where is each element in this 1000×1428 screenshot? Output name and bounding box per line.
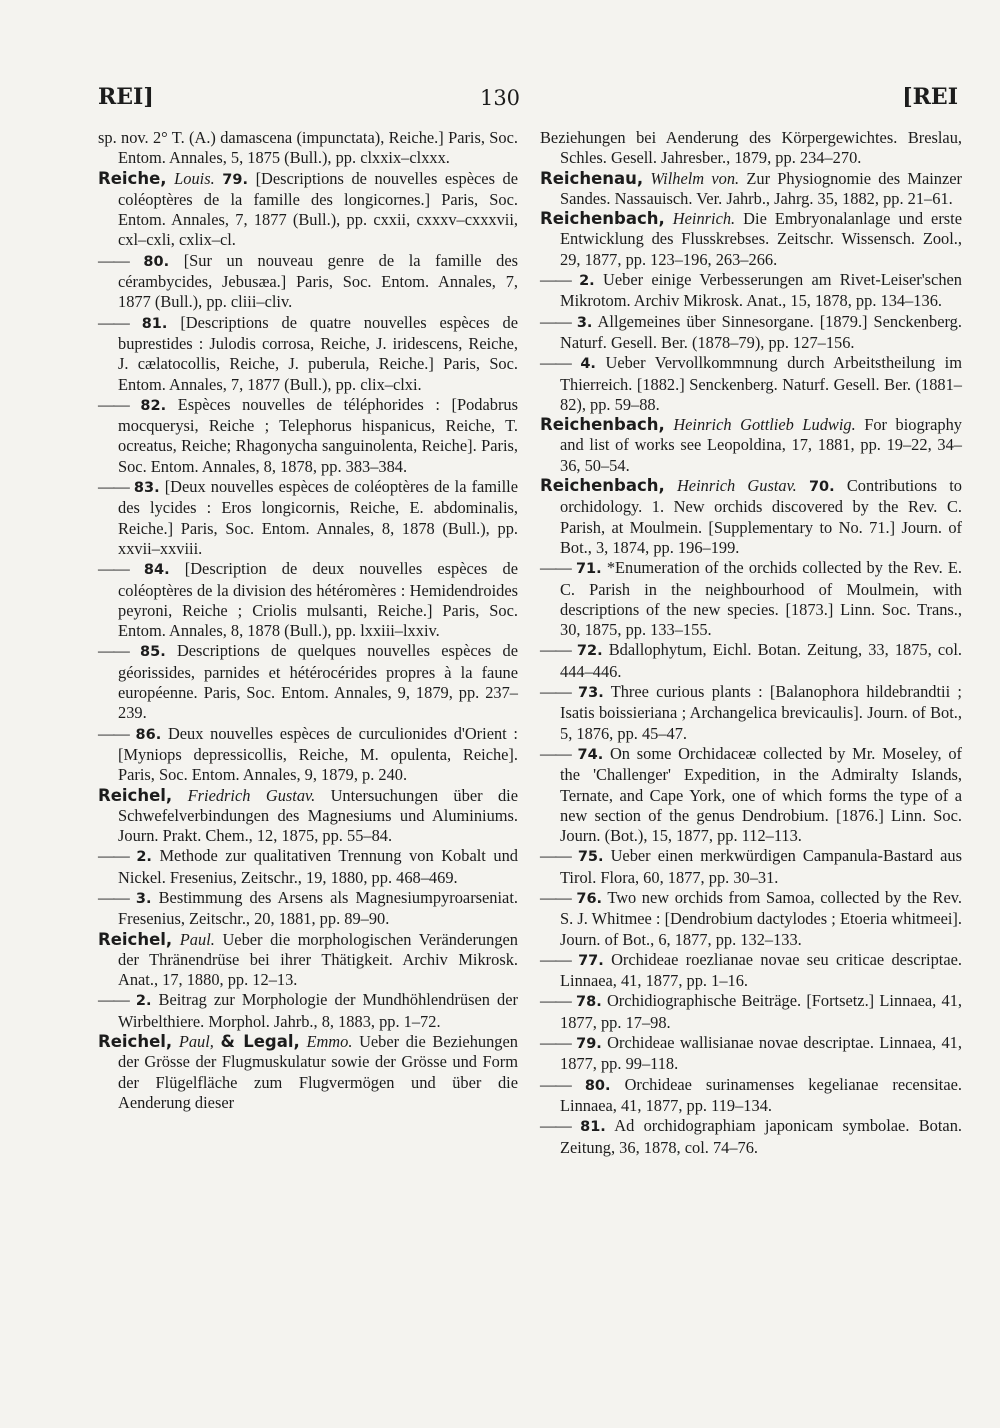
entry-text: Beitrag zur Morphologie der Mundhöhlendrüsen der Wirbelthiere. Morphol. Jahrb., 8, 1883, pp. 1–72. (118, 990, 518, 1031)
bibliography-entry (540, 640, 962, 682)
entry-text: Orchideae roezlianae novae seu criticae descriptae. Linnaea, 41, 1877, pp. 1–16. (560, 949, 962, 991)
ditto-dash: —— (98, 846, 129, 866)
entry-text: *Enumeration of the orchids collected by the Rev. E. C. Parish in the neighbourhood of Moulmein, with descriptions of the new species. [1873.] Linn. Soc. Trans., 30, 1875, pp. 133–155. (560, 558, 962, 640)
entry-text: [Sur un nouveau genre de la famille des cérambycides, Jebusæa.] Paris, Soc. Entom. Annales, 7, 1877 (Bull.), pp. cliii–cliv. (118, 250, 518, 312)
entry-text: Descriptions de quelques nouvelles espèces de géorissides, parnides et hétérocérides propres à la faune européenne. Paris, Soc. Entom. Annales, 9, 1879, pp. 237–239. (118, 641, 518, 723)
entry-number: 4. (580, 356, 596, 373)
author-surname: Reichenbach, (540, 415, 665, 435)
bibliography-entry (98, 888, 518, 930)
bibliography-entry (540, 1075, 962, 1117)
ditto-dash: —— (540, 743, 571, 763)
bibliography-entry (98, 251, 518, 313)
entry-text: Untersuchungen über die Schwefelverbindungen des Magnesiums und Aluminiums. Journ. Prakt. Chem., 12, 1875, pp. 55–84. (118, 785, 518, 846)
entry-number: 78. (576, 994, 602, 1011)
bibliography-entry (540, 476, 962, 558)
entry-text: Ueber einen merkwürdigen Campanula-Bastard aus Tirol. Flora, 60, 1877, pp. 30–31. (560, 846, 962, 887)
running-head-left: REI] (98, 84, 154, 110)
bibliography-entry (98, 313, 518, 395)
ditto-dash: —— (540, 1074, 571, 1094)
entry-number: 77. (578, 952, 604, 969)
entry-text: Deux nouvelles espèces de curculionides d'Orient : [Myniops depressicollis, Reiche, M. opulenta, Reiche]. Paris, Soc. Entom. Annales, 9, 1879, p. 240. (118, 723, 518, 785)
bibliography-entry (98, 990, 518, 1032)
bibliography-entry (98, 846, 518, 888)
entry-text: [Deux nouvelles espèces de coléoptères de la famille des lycides : Eros longicornis, Reiche, E. abdominalis, Reiche.] Paris, Soc. Entom. Annales, 8, 1878 (Bull.), pp. xxvii–xxviii. (118, 477, 518, 558)
bibliography-entry (540, 888, 962, 950)
author-surname: Reichenbach, (540, 476, 665, 496)
ditto-dash: —— (540, 640, 571, 660)
bibliography-entry (540, 353, 962, 415)
entry-text: Die Embryonalanlage und erste Entwicklung des Flusskrebses. Zeitschr. Wissensch. Zool., 29, 1877, pp. 123–196, 263–266. (560, 209, 962, 269)
author-surname: Reichel, (98, 1032, 173, 1052)
author-forename: Heinrich Gottlieb Ludwig. (673, 415, 856, 435)
entry-text: Methode zur qualitativen Trennung von Kobalt und Nickel. Fresenius, Zeitschr., 19, 1880, pp. 468–469. (118, 846, 518, 887)
author-forename: Heinrich. (672, 209, 736, 229)
bibliography-entry (98, 169, 518, 251)
bibliography-entry (98, 930, 518, 991)
entry-text: On some Orchidaceæ collected by Mr. Moseley, of the 'Challenger' Expedition, in the Admiralty Islands, Ternate, and Cape York, one of which forms the type of a new section of the genus Dendrobium. [1876.] Linn. Soc. Journ. (Bot.), 15, 1877, pp. 112–113. (560, 743, 962, 846)
author-forename: Emmo. (306, 1032, 353, 1052)
entry-text: Bestimmung des Arsens als Magnesiumpyroarseniat. Fresenius, Zeitschr., 20, 1881, pp. 89–90. (118, 887, 518, 929)
entry-number: 82. (140, 397, 167, 414)
entry-text: Orchidiographische Beiträge. [Fortsetz.] Linnaea, 41, 1877, pp. 17–98. (560, 991, 962, 1032)
bibliography-entry (540, 558, 962, 640)
entry-number: 76. (576, 890, 603, 907)
ditto-dash: —— (98, 312, 129, 332)
entry-text: Ueber Vervollkommnung durch Arbeitstheilung im Thierreich. [1882.] Senckenberg. Naturf. Gesell. Ber. (1881–82), pp. 59–88. (560, 353, 962, 414)
entry-number: 79. (222, 171, 248, 188)
entry-number: 72. (576, 643, 603, 660)
entry-number: 2. (579, 273, 595, 290)
bibliography-entry (540, 312, 962, 354)
entry-number: 81. (580, 1119, 606, 1136)
entry-text: Beziehungen bei Aenderung des Körpergewichtes. Breslau, Schles. Gesell. Jahresber., 1879, pp. 234–270. (540, 128, 962, 168)
ditto-dash: —— (98, 887, 129, 907)
running-head-right: [REI (902, 84, 958, 110)
ditto-dash: —— (540, 887, 571, 907)
bibliography-entry (98, 128, 518, 169)
bibliography-entry (98, 1032, 518, 1113)
entry-number: 81. (141, 315, 168, 332)
entry-text: Allgemeines über Sinnesorgane. [1879.] Senckenberg. Naturf. Gesell. Ber. (1878–79), pp. 127–156. (560, 311, 962, 352)
entry-text: Bdallophytum, Eichl. Botan. Zeitung, 33, 1875, col. 444–446. (560, 640, 962, 681)
bibliography-entry (540, 950, 962, 992)
entry-text: Ueber die Beziehungen der Grösse der Flugmuskulatur sowie der Grösse und Form der Flügelfläche zum Flugvermögen und über die Aenderung dieser (118, 1032, 518, 1112)
ditto-dash: —— (540, 353, 571, 373)
entry-text: Orchideae wallisianae novae descriptae. Linnaea, 41, 1877, pp. 99–118. (560, 1033, 962, 1074)
entry-number: 85. (140, 644, 166, 661)
entry-number: 3. (135, 890, 152, 907)
bibliography-entry (540, 128, 962, 169)
entry-text: Contributions to orchidology. 1. New orchids discovered by the Rev. C. Parish, at Moulmein. [Supplementary to No. 71.] Journ. of Bot., 3, 1874, pp. 196–199. (560, 476, 962, 557)
ditto-dash: —— (540, 311, 571, 331)
bibliography-entry (98, 395, 518, 477)
bibliography-entry (98, 641, 518, 723)
page-number: 130 (479, 86, 521, 110)
ditto-dash: —— (98, 990, 129, 1010)
bibliography-entry (540, 415, 962, 476)
ditto-dash: —— (98, 394, 129, 414)
entry-number: 79. (576, 1036, 602, 1053)
entry-number: 2. (135, 993, 152, 1010)
ditto-dash: —— (98, 723, 129, 743)
entry-text: [Descriptions de quatre nouvelles espèces de buprestides : Julodis corrosa, Reiche, J. iridescens, Reiche, J. cælatocollis, Reiche, J. puberula, Reiche.] Paris, Soc. Entom. Annales, 7, 1877 (Bull.), pp. clix–clxi. (118, 312, 518, 394)
bibliography-entry (540, 209, 962, 270)
entry-number: 83. (133, 480, 160, 497)
entry-number: 73. (578, 685, 604, 702)
entry-number: 84. (143, 562, 170, 579)
left-column (98, 128, 518, 1113)
entry-number: 80. (584, 1077, 611, 1094)
entry-number: 3. (576, 314, 593, 331)
entry-number: 71. (575, 561, 602, 578)
bibliography-entry (540, 846, 962, 888)
bibliography-entry (98, 724, 518, 786)
entry-text: Ueber die morphologischen Veränderungen der Thränendrüse bei ihrer Thätigkeit. Archiv Mikrosk. Anat., 17, 1880, pp. 12–13. (118, 929, 518, 990)
ditto-dash: —— (98, 641, 129, 661)
ditto-dash: —— (540, 270, 571, 290)
entry-number: 80. (143, 253, 170, 270)
entry-text: Three curious plants : [Balanophora hildebrandtii ; Isatis boissieriana ; Archangelica brevicaulis]. Journ. of Bot., 5, 1876, pp. 45–47. (560, 682, 962, 743)
bibliography-entry (540, 744, 962, 846)
entry-text: [Description de deux nouvelles espèces de coléoptères de la division des hétéromères : Hemidendroides peyroni, Reiche ; Criolis mulsanti, Reiche.] Paris, Soc. Entom. Annales, 8, 1878 (Bull.), pp. lxxiii–lxxiv. (118, 559, 518, 641)
bibliography-entry (540, 1116, 962, 1158)
ditto-dash: —— (98, 559, 129, 579)
ditto-dash: —— (540, 846, 571, 866)
entry-text: Ad orchidographiam japonicam symbolae. Botan. Zeitung, 36, 1878, col. 74–76. (560, 1116, 962, 1157)
bibliography-entry (540, 169, 962, 210)
author-surname: Reichenau, (540, 168, 644, 188)
author-forename: Friedrich Gustav. (187, 785, 316, 805)
author-forename: Paul. (179, 929, 215, 949)
entry-number: 2. (136, 849, 152, 866)
author-surname: Reichenbach, (540, 209, 665, 229)
entry-text: Zur Physiognomie des Mainzer Sandes. Nassauisch. Ver. Jahrb., Jahrg. 35, 1882, pp. 21–61. (560, 168, 962, 208)
entry-text: sp. nov. 2° T. (A.) damascena (impunctata), Reiche.] Paris, Soc. Entom. Annales, 5, 1875 (Bull.), pp. clxxix–clxxx. (98, 128, 518, 168)
author-forename: Wilhelm von. (650, 168, 740, 188)
author-surname: Reichel, (98, 929, 173, 949)
ditto-dash: —— (540, 949, 571, 969)
ditto-dash: —— (540, 1116, 571, 1136)
author-surname: Reiche, (98, 168, 167, 188)
entry-number: 75. (577, 849, 604, 866)
entry-number: 86. (135, 726, 162, 743)
bibliography-entry (98, 477, 518, 559)
entry-number: 74. (577, 746, 604, 763)
bibliography-entry (540, 270, 962, 312)
entry-text: Ueber einige Verbesserungen am Rivet-Leiser'schen Mikrotom. Archiv Mikrosk. Anat., 15, 1878, pp. 134–136. (560, 270, 962, 311)
entry-text: Two new orchids from Samoa, collected by the Rev. S. J. Whitmee : [Dendrobium dactylodes ; Etoeria whitmeei]. Journ. of Bot., 6, 1877, pp. 132–133. (560, 887, 962, 949)
author-forename: Heinrich Gustav. (676, 476, 797, 496)
author-surname: Reichel, (98, 785, 173, 805)
entry-number: 70. (808, 479, 835, 496)
ditto-dash: —— (540, 682, 571, 702)
bibliography-entry (98, 559, 518, 641)
author-surname: & Legal, (220, 1032, 300, 1052)
bibliography-entry (540, 682, 962, 744)
author-forename: Paul, (178, 1032, 214, 1052)
ditto-dash: —— (540, 991, 571, 1011)
ditto-dash: —— (98, 477, 129, 497)
right-column (540, 128, 962, 1158)
ditto-dash: —— (540, 1033, 571, 1053)
ditto-dash: —— (540, 558, 571, 578)
author-forename: Louis. (174, 168, 215, 188)
entry-text: [Descriptions de nouvelles espèces de coléoptères de la famille des longicornes.] Paris, Soc. Entom. Annales, 7, 1877 (Bull.), pp. cxxii, cxxxv–cxxxvii, cxl–cxli, cxlix–cl. (118, 168, 518, 250)
entry-text: Espèces nouvelles de téléphorides : [Podabrus mocquerysi, Reiche ; Telephorus hispanicus, Reiche, T. ocreatus, Reiche; Rhagonycha sanguinolenta, Reiche]. Paris, Soc. Entom. Annales, 8, 1878, pp. 383–384. (118, 394, 518, 476)
ditto-dash: —— (98, 250, 129, 270)
entry-text: For biography and list of works see Leopoldina, 17, 1881, pp. 19–22, 34–36, 50–54. (560, 415, 962, 475)
bibliography-entry (540, 991, 962, 1033)
bibliography-entry (98, 786, 518, 847)
entry-text: Orchideae surinamenses kegelianae recensitae. Linnaea, 41, 1877, pp. 119–134. (560, 1074, 962, 1115)
bibliography-entry (540, 1033, 962, 1075)
